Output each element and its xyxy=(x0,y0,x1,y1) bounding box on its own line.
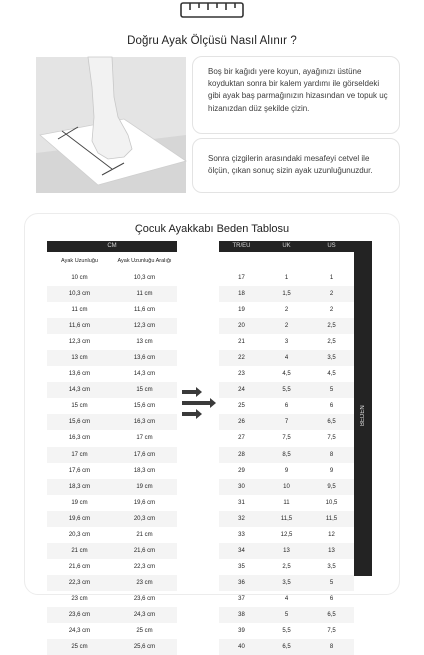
tr-cell: 37 xyxy=(238,595,245,602)
us-cell: 1 xyxy=(329,275,334,281)
foot-length-cell: 15,6 cm xyxy=(68,419,91,426)
table-row xyxy=(219,430,354,446)
foot-range-cell: 17 cm xyxy=(136,435,153,442)
foot-length-cell: 24,3 cm xyxy=(68,628,91,635)
tr-cell: 40 xyxy=(238,644,245,651)
uk-cell: 13 xyxy=(283,547,290,554)
uk-cell: 2 xyxy=(284,307,289,314)
table-row xyxy=(47,591,177,607)
table-row xyxy=(47,398,177,414)
foot-length-cell: 19 cm xyxy=(71,499,88,506)
cm-table xyxy=(47,241,177,655)
foot-range-cell: 25 cm xyxy=(136,628,153,635)
instruction-step-1-text: Boş bir kağıdı yere koyun, ayağınızı üstüne koyduktan sonra bir kalem yardımı ile görseldeki gibi ayak baş parmağınızın hizasından ve topuk uç hizanızdan düz şekilde çizin. xyxy=(208,67,388,113)
foot-range-cell: 19 cm xyxy=(136,483,153,490)
table-row xyxy=(219,495,354,511)
table-row xyxy=(47,479,177,495)
uk-cell: 9 xyxy=(284,467,289,474)
table-row xyxy=(47,639,177,655)
table-row xyxy=(219,463,354,479)
uk-cell: 3,5 xyxy=(282,579,291,586)
foot-range-cell: 10,3 cm xyxy=(133,275,156,281)
uk-cell: 4,5 xyxy=(282,371,291,378)
uk-cell: 8,5 xyxy=(282,451,291,458)
foot-length-cell: 10,3 cm xyxy=(68,291,91,298)
foot-range-cell: 18,3 cm xyxy=(133,467,156,474)
uk-cell: 7 xyxy=(284,419,289,426)
tr-cell: 34 xyxy=(238,547,245,554)
us-cell: 8 xyxy=(329,644,334,651)
tr-eu-header: TR/EU xyxy=(232,243,251,249)
tr-cell: 31 xyxy=(238,499,245,506)
tr-cell: 20 xyxy=(238,323,245,330)
uk-cell: 5,5 xyxy=(282,628,291,635)
table-row xyxy=(219,559,354,575)
us-cell: 4,5 xyxy=(327,371,336,378)
foot-range-cell: 20,3 cm xyxy=(133,515,156,522)
cm-subheader xyxy=(47,252,177,270)
uk-cell: 7,5 xyxy=(282,435,291,442)
table-row xyxy=(219,591,354,607)
us-cell: 7,5 xyxy=(327,628,336,635)
foot-range-cell: 13,6 cm xyxy=(133,355,156,362)
table-row xyxy=(219,414,354,430)
table-row xyxy=(47,318,177,334)
table-row xyxy=(47,543,177,559)
uk-cell: 6,5 xyxy=(282,644,291,651)
table-row xyxy=(47,463,177,479)
foot-range-cell: 21 cm xyxy=(136,531,153,538)
table-row xyxy=(219,286,354,302)
tr-cell: 36 xyxy=(238,579,245,586)
table-row xyxy=(219,334,354,350)
uk-cell: 2 xyxy=(284,323,289,330)
foot-length-cell: 19,6 cm xyxy=(68,515,91,522)
beden-label: BEDEN xyxy=(360,405,366,427)
tr-cell: 39 xyxy=(238,628,245,635)
tr-cell: 21 xyxy=(238,339,245,346)
tr-cell: 28 xyxy=(238,451,245,458)
tr-cell: 19 xyxy=(238,307,245,314)
us-cell: 7,5 xyxy=(327,435,336,442)
foot-length-cell: 20,3 cm xyxy=(68,531,91,538)
size-rows xyxy=(219,270,354,655)
instruction-step-2-text: Sonra çizgilerin arasındaki mesafeyi cetvel ile ölçün, çıkan sonuç sizin ayak uzunluğunuzdur. xyxy=(208,154,373,176)
us-cell: 11,5 xyxy=(325,515,338,522)
tr-cell: 17 xyxy=(238,275,245,281)
us-cell: 6 xyxy=(329,403,334,410)
table-row xyxy=(219,623,354,639)
uk-header: UK xyxy=(282,243,291,249)
tr-cell: 35 xyxy=(238,563,245,570)
foot-length-cell: 11 cm xyxy=(71,307,88,314)
table-row xyxy=(219,543,354,559)
foot-range-cell: 15,6 cm xyxy=(133,403,156,410)
foot-length-cell: 22,3 cm xyxy=(68,579,91,586)
table-row xyxy=(47,430,177,446)
table-row xyxy=(47,382,177,398)
cm-header: CM xyxy=(47,241,177,252)
uk-cell: 2,5 xyxy=(282,563,291,570)
uk-cell: 10 xyxy=(283,483,290,490)
uk-cell: 4 xyxy=(284,355,289,362)
foot-range-cell: 17,6 cm xyxy=(133,451,156,458)
table-row xyxy=(47,286,177,302)
instruction-step-1 xyxy=(192,56,400,134)
foot-length-cell: 10 cm xyxy=(71,275,88,281)
table-row xyxy=(219,575,354,591)
us-cell: 2 xyxy=(329,307,334,314)
uk-cell: 11,5 xyxy=(280,515,293,522)
table-row xyxy=(47,607,177,623)
table-row xyxy=(47,302,177,318)
foot-length-cell: 16,3 cm xyxy=(68,435,91,442)
foot-range-cell: 21,6 cm xyxy=(133,547,156,554)
tr-cell: 22 xyxy=(238,355,245,362)
foot-range-cell: 15 cm xyxy=(136,387,153,394)
ruler-icon xyxy=(180,2,244,18)
foot-length-cell: 17 cm xyxy=(71,451,88,458)
table-row xyxy=(47,270,177,286)
uk-cell: 12,5 xyxy=(280,531,293,538)
us-cell: 8 xyxy=(329,451,334,458)
table-row xyxy=(47,366,177,382)
cm-rows xyxy=(47,270,177,655)
table-row xyxy=(219,639,354,655)
foot-range-cell: 22,3 cm xyxy=(133,563,156,570)
table-row xyxy=(219,366,354,382)
foot-length-cell: 13 cm xyxy=(71,355,88,362)
page-title: Doğru Ayak Ölçüsü Nasıl Alınır ? xyxy=(127,35,297,47)
table-row xyxy=(219,607,354,623)
size-conversion-table xyxy=(219,241,354,655)
instruction-step-2 xyxy=(192,138,400,193)
us-cell: 5 xyxy=(329,579,334,586)
foot-range-header: Ayak Uzunluğu Aralığı xyxy=(117,257,172,264)
table-row xyxy=(47,623,177,639)
foot-length-cell: 23 cm xyxy=(71,595,88,602)
foot-measure-photo xyxy=(36,57,186,193)
foot-range-cell: 11 cm xyxy=(136,291,153,298)
us-cell: 2,5 xyxy=(327,339,336,346)
foot-range-cell: 13 cm xyxy=(136,339,153,346)
size-header xyxy=(219,241,354,252)
tr-cell: 38 xyxy=(238,611,245,618)
tr-cell: 26 xyxy=(238,419,245,426)
table-row xyxy=(219,511,354,527)
table-row xyxy=(219,270,354,286)
foot-length-cell: 14,3 cm xyxy=(68,387,91,394)
table-row xyxy=(219,479,354,495)
table-row xyxy=(47,495,177,511)
tr-cell: 33 xyxy=(238,531,245,538)
us-cell: 6 xyxy=(329,595,334,602)
table-row xyxy=(47,414,177,430)
uk-cell: 5,5 xyxy=(282,387,291,394)
us-cell: 2,5 xyxy=(327,323,336,330)
foot-range-cell: 25,6 cm xyxy=(133,644,156,651)
tr-cell: 23 xyxy=(238,371,245,378)
foot-length-cell: 12,3 cm xyxy=(68,339,91,346)
foot-range-cell: 16,3 cm xyxy=(133,419,156,426)
us-header: US xyxy=(327,243,336,249)
tr-cell: 24 xyxy=(238,387,245,394)
table-row xyxy=(219,398,354,414)
uk-cell: 1 xyxy=(284,275,289,281)
table-row xyxy=(219,527,354,543)
us-cell: 3,5 xyxy=(327,563,336,570)
foot-length-cell: 23,6 cm xyxy=(68,611,91,618)
table-row xyxy=(47,575,177,591)
foot-length-cell: 25 cm xyxy=(71,644,88,651)
foot-range-cell: 11,6 cm xyxy=(134,307,155,314)
us-cell: 5 xyxy=(329,387,334,394)
table-row xyxy=(219,302,354,318)
foot-length-cell: 18,3 cm xyxy=(68,483,91,490)
foot-length-cell: 21 cm xyxy=(71,547,88,554)
tr-cell: 32 xyxy=(238,515,245,522)
uk-cell: 11 xyxy=(283,499,290,506)
foot-range-cell: 14,3 cm xyxy=(133,371,156,378)
tr-cell: 29 xyxy=(238,467,245,474)
table-row xyxy=(47,527,177,543)
table-row xyxy=(219,350,354,366)
us-cell: 3,5 xyxy=(327,355,336,362)
uk-cell: 6 xyxy=(284,403,289,410)
foot-length-cell: 13,6 cm xyxy=(68,371,91,378)
foot-length-header: Ayak Uzunluğu xyxy=(61,257,98,264)
foot-range-cell: 12,3 cm xyxy=(133,323,156,330)
table-row xyxy=(47,511,177,527)
table-row xyxy=(47,334,177,350)
foot-range-cell: 23 cm xyxy=(136,579,153,586)
foot-length-cell: 21,6 cm xyxy=(68,563,91,570)
size-table-title: Çocuk Ayakkabı Beden Tablosu xyxy=(134,223,290,235)
uk-cell: 4 xyxy=(284,595,289,602)
table-row xyxy=(47,559,177,575)
tr-cell: 18 xyxy=(238,291,245,298)
foot-length-cell: 11,6 cm xyxy=(69,323,90,330)
foot-range-cell: 24,3 cm xyxy=(133,611,156,618)
foot-range-cell: 23,6 cm xyxy=(133,595,156,602)
arrows-icon xyxy=(180,387,220,422)
uk-cell: 5 xyxy=(284,611,289,618)
table-row xyxy=(47,350,177,366)
us-cell: 6,5 xyxy=(327,419,336,426)
uk-cell: 1,5 xyxy=(282,291,291,298)
foot-range-cell: 19,6 cm xyxy=(133,499,156,506)
tr-cell: 25 xyxy=(238,403,245,410)
us-cell: 10,5 xyxy=(325,499,338,506)
foot-length-cell: 17,6 cm xyxy=(68,467,91,474)
us-cell: 9,5 xyxy=(327,483,336,490)
table-row xyxy=(219,382,354,398)
us-cell: 12 xyxy=(328,531,335,538)
tr-cell: 27 xyxy=(238,435,245,442)
us-cell: 9 xyxy=(329,467,334,474)
us-cell: 2 xyxy=(329,291,334,298)
table-row xyxy=(219,318,354,334)
uk-cell: 3 xyxy=(284,339,289,346)
us-cell: 13 xyxy=(328,547,335,554)
table-row xyxy=(47,447,177,463)
tr-cell: 30 xyxy=(238,483,245,490)
us-cell: 6,5 xyxy=(327,611,336,618)
table-row xyxy=(219,447,354,463)
foot-length-cell: 15 cm xyxy=(71,403,88,410)
